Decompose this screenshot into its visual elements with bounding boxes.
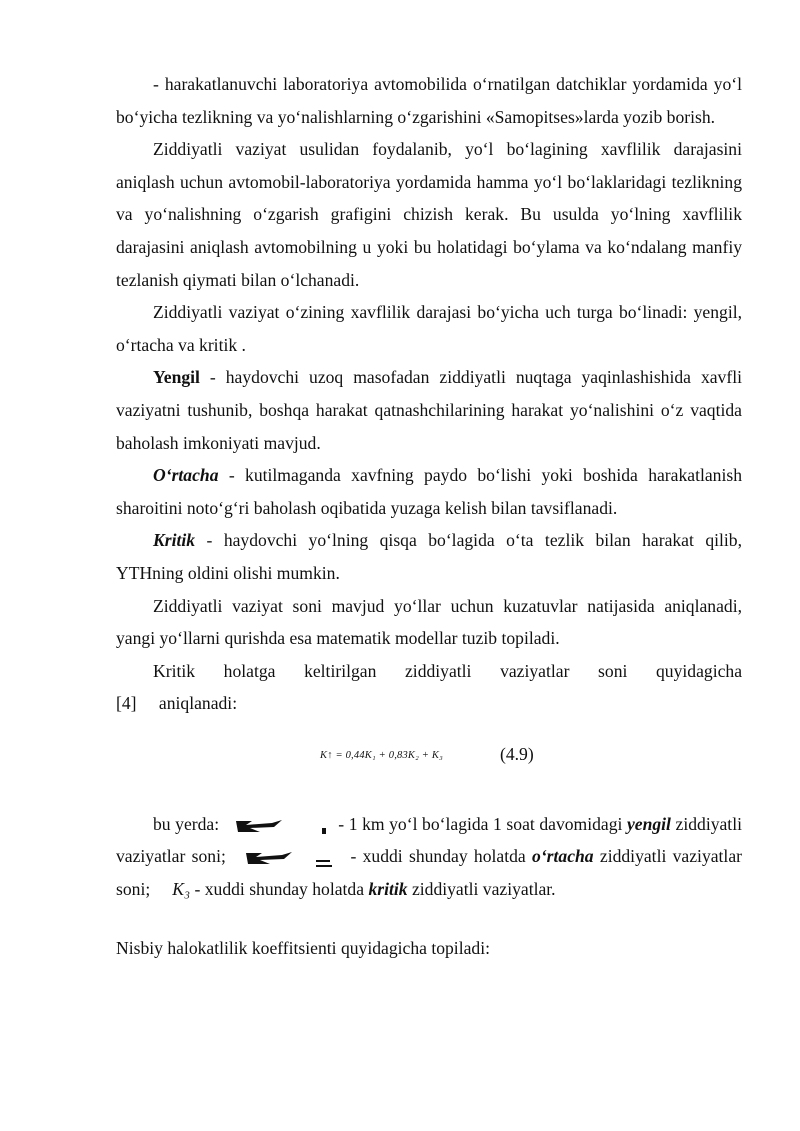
k3-tail: ziddiyatli vaziyatlar. xyxy=(407,879,556,900)
formula-number: (4.9) xyxy=(500,743,534,764)
document-page xyxy=(116,68,742,964)
k2-symbol-icon xyxy=(232,847,344,869)
term-critical: Kritik xyxy=(153,530,196,551)
k3-term: kritik xyxy=(368,879,408,900)
text-medium: - kutilmaganda xavfning paydo bo‘lishi yoki boshida harakatlanish sharoitini noto‘g‘ri baholash oqibatida yuzaga kelish bilan tavsiflanadi. xyxy=(116,465,742,518)
k2-tail: ziddiyatli vaziyatlar soni; xyxy=(116,846,742,900)
paragraph-medium xyxy=(116,459,742,524)
k1-symbol-icon xyxy=(224,815,334,837)
paragraph-critical xyxy=(116,524,742,589)
text-light: - haydovchi uzoq masofadan ziddiyatli nuqtaga yaqinlashishida xavfli vaziyatni tushunib, boshqa harakat qatnashchilarining harakat yo‘nalishini o‘z vaqtida baholash imkoniyati mavjud. xyxy=(116,367,742,453)
paragraph-observations: Ziddiyatli vaziyat soni mavjud yo‘llar uchun kuzatuvlar natijasida aniqlanadi, yangi yo‘llarni qurishda esa matematik modellar tuzib topiladi. xyxy=(116,595,742,649)
k3-description: - xuddi shunday holatda xyxy=(190,879,369,900)
k2-description: - xuddi shunday holatda xyxy=(344,846,533,867)
paragraph-conflict-method: Ziddiyatli vaziyat usulidan foydalanib, yo‘l bo‘lagining xavflilik darajasini aniqlash uchun avtomobil-laboratoriya yordamida hamma yo‘l bo‘laklaridagi tezlikning va yo‘nalishning o‘zgarish grafigini chizish kerak. Bu usulda yo‘lning xavflilik darajasini aniqlash avtomobilning u yoki bu holatidagi bo‘ylama va ko‘ndalang manfiy tezlanish qiymati bilan o‘lchanadi. xyxy=(116,139,742,290)
paragraph-three-types: Ziddiyatli vaziyat o‘zining xavflilik darajasi bo‘yicha uch turga bo‘linadi: yengil, o‘rtacha va kritik . xyxy=(116,302,742,355)
term-light: Yengil xyxy=(153,367,200,388)
k1-tail: ziddiyatli vaziyatlar soni; xyxy=(116,813,742,867)
where-label: bu yerda: xyxy=(153,813,220,834)
formula-expression: K↑ = 0,44K₁ + 0,83K₂ + K₃ xyxy=(320,749,443,761)
paragraph-sensors: - harakatlanuvchi laboratoriya avtomobilida o‘rnatilgan datchiklar yordamida yo‘l bo‘yicha tezlikning va yo‘nalishlarning o‘zgarishini «Samopitses»larda yozib borish. xyxy=(116,74,742,127)
paragraph-light xyxy=(116,361,742,459)
paragraph-where xyxy=(116,808,742,906)
formula-block xyxy=(116,728,742,790)
k3-symbol: K₃ xyxy=(172,879,191,900)
k1-description: - 1 km yo‘l bo‘lagida 1 soat davomidagi xyxy=(333,813,627,834)
k2-term: o‘rtacha xyxy=(532,846,594,867)
text-critical: - haydovchi yo‘lning qisqa bo‘lagida o‘ta tezlik bilan harakat qilib, YTHning oldini olishi mumkin. xyxy=(116,530,742,583)
k1-term: yengil xyxy=(626,813,671,834)
paragraph-closing: Nisbiy halokatlilik koeffitsienti quyidagicha topiladi: xyxy=(116,937,490,958)
term-medium: O‘rtacha xyxy=(153,465,219,486)
paragraph-formula-intro: Kritik holatga keltirilgan ziddiyatli vaziyatlar soni quyidagicha [4] aniqlanadi: xyxy=(116,660,742,714)
